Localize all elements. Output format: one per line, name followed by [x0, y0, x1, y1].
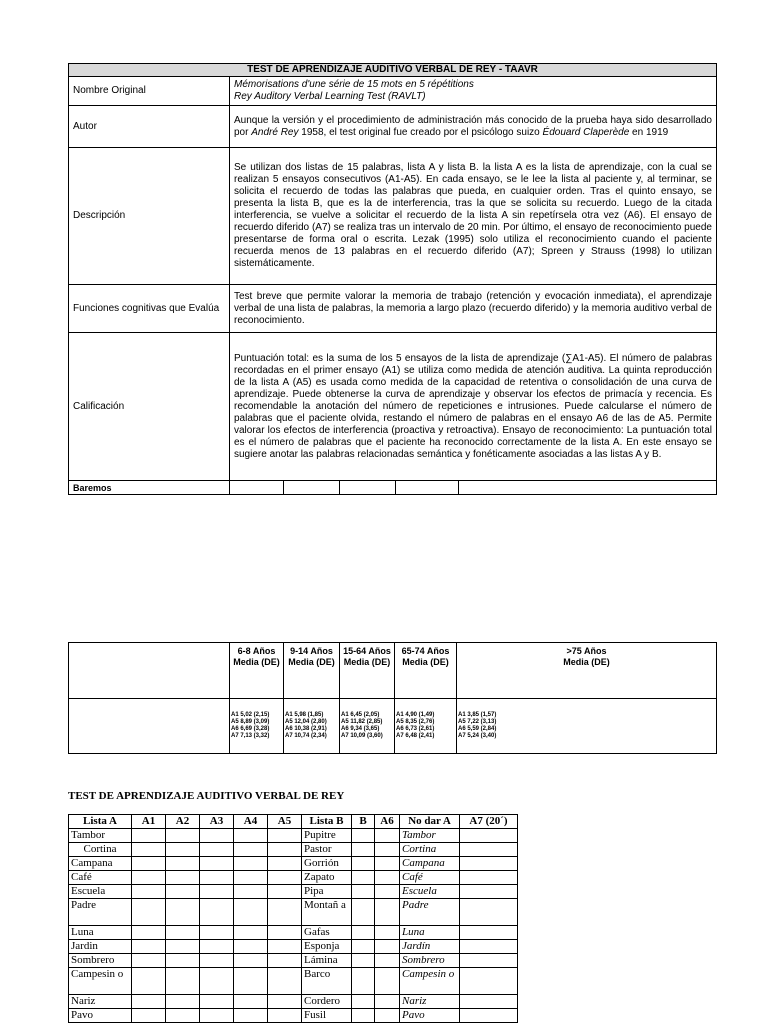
score-cell-a7 [460, 940, 518, 954]
score-cell-a4 [234, 899, 268, 926]
score-cell-a7 [460, 899, 518, 926]
score-cell-a4 [234, 940, 268, 954]
score-cell-a4 [234, 926, 268, 940]
score-cell-a4 [234, 885, 268, 899]
score-cell-a3 [200, 995, 234, 1009]
funciones-value: Test breve que permite valorar la memoria de trabajo (retención y evocación inmediata), el aprendizaje verbal de una lista de palabras, la memoria a largo plazo (recuerdo diferido) y la memoria auditivo verbal de reconocimiento. [230, 285, 717, 333]
recognition-word: Pavo [400, 1009, 460, 1023]
score-cell-a6 [375, 954, 400, 968]
nombre-value [230, 77, 717, 106]
lista-b-word: Esponja [302, 940, 352, 954]
calificacion-value: Puntuación total: es la suma de los 5 ensayos de la lista de aprendizaje (∑A1-A5). El número de palabras recordadas en el primer ensayo (A1) se utiliza como medida de atención auditiva. La quinta reproducción de la lista A (A5) es usada como medida de la capacidad de retentiva o consolidación de una curva de aprendizaje. Puede obtenerse la curva de aprendizaje y observar los efectos de primacía y recencia. Es recomendable la anotación del número de repeticiones e intrusiones. Puede calcularse el número de palabras que el paciente olvida, restando el número de palabras en el ensayo A6 de las de A5. Permite valorar los efectos de interferencia (proactiva y retroactiva). Ensayo de reconocimiento: La puntuación total es el número de palabras que el paciente ha reconocido correctamente de la lista A. En este ensayo se sugiere anotar las palabras relacionadas semántica y fonéticamente asociadas a las listas A y B. [230, 333, 717, 481]
norm-value: A6 9,34 (3,65) [341, 726, 380, 732]
label-autor: Autor [69, 106, 230, 148]
score-cell-a2 [166, 926, 200, 940]
info-title: TEST DE APRENDIZAJE AUDITIVO VERBAL DE REY - TAAVR [69, 64, 717, 77]
word-test-table [68, 814, 518, 1023]
norms-header [457, 643, 717, 699]
info-table [68, 63, 717, 495]
score-cell-a5 [268, 926, 302, 940]
score-cell-a6 [375, 871, 400, 885]
score-cell-a5 [268, 885, 302, 899]
baremos-cell [396, 481, 459, 494]
stat-label: Media (DE) [233, 657, 280, 667]
label-baremos: Baremos [69, 481, 230, 495]
norms-empty-cell [69, 699, 230, 754]
lista-a-word: Campesin o [69, 968, 132, 995]
score-cell-a1 [132, 926, 166, 940]
row-baremos [69, 481, 717, 495]
score-cell-a5 [268, 954, 302, 968]
norm-value: A6 10,38 (2,91) [285, 726, 327, 732]
score-cell-a2 [166, 899, 200, 926]
autor-text-b: 1958, el test original fue creado por el psicólogo suizo [298, 126, 543, 138]
table-row [69, 954, 518, 968]
score-cell-a5 [268, 1009, 302, 1023]
score-cell-a3 [200, 899, 234, 926]
score-cell-a4 [234, 857, 268, 871]
score-cell-a5 [268, 843, 302, 857]
lista-a-word: Pavo [69, 1009, 132, 1023]
score-cell-a1 [132, 1009, 166, 1023]
score-cell-b [352, 829, 375, 843]
score-cell-a3 [200, 885, 234, 899]
score-cell-a4 [234, 829, 268, 843]
score-cell-a6 [375, 857, 400, 871]
info-title-row [69, 64, 717, 77]
baremos-cells [230, 481, 717, 495]
lista-b-word: Fusil [302, 1009, 352, 1023]
autor-name: André Rey [251, 126, 299, 138]
label-nombre: Nombre Original [69, 77, 230, 106]
lista-b-word: Pupitre [302, 829, 352, 843]
header-a4: A4 [234, 815, 268, 829]
norm-value: A5 7,22 (3,13) [458, 719, 497, 725]
norm-value: A5 11,82 (2,85) [341, 719, 383, 725]
score-cell-a2 [166, 1009, 200, 1023]
header-no-dar-a: No dar A [400, 815, 460, 829]
score-cell-a2 [166, 940, 200, 954]
recognition-word: Cortina [400, 843, 460, 857]
score-cell-a6 [375, 926, 400, 940]
score-cell-a2 [166, 954, 200, 968]
lista-b-word: Montañ a [302, 899, 352, 926]
nombre-line1: Mémorisations d'une série de 15 mots en 5 répétitions [234, 79, 474, 90]
score-cell-a1 [132, 843, 166, 857]
score-cell-a2 [166, 857, 200, 871]
lista-b-word: Cordero [302, 995, 352, 1009]
score-cell-a7 [460, 829, 518, 843]
score-cell-a2 [166, 871, 200, 885]
norms-header-row [69, 643, 717, 699]
norms-values [340, 699, 395, 754]
norms-header [395, 643, 457, 699]
score-cell-a1 [132, 940, 166, 954]
score-cell-a1 [132, 871, 166, 885]
lista-a-word: Jardin [69, 940, 132, 954]
lista-a-word: Tambor [69, 829, 132, 843]
header-a6: A6 [375, 815, 400, 829]
recognition-word: Escuela [400, 885, 460, 899]
word-header-row [69, 815, 518, 829]
score-cell-a5 [268, 940, 302, 954]
score-cell-a7 [460, 843, 518, 857]
score-cell-b [352, 940, 375, 954]
table-row [69, 1009, 518, 1023]
score-cell-a1 [132, 954, 166, 968]
word-test-title: TEST DE APRENDIZAJE AUDITIVO VERBAL DE REY [68, 790, 345, 802]
norms-values [457, 699, 717, 754]
score-cell-b [352, 954, 375, 968]
score-cell-a3 [200, 871, 234, 885]
score-cell-a2 [166, 885, 200, 899]
score-cell-a4 [234, 954, 268, 968]
norms-header [284, 643, 340, 699]
score-cell-a7 [460, 954, 518, 968]
recognition-word: Campana [400, 857, 460, 871]
lista-a-word: Padre [69, 899, 132, 926]
score-cell-a7 [460, 995, 518, 1009]
norm-value: A7 10,09 (3,60) [341, 733, 383, 739]
table-row [69, 885, 518, 899]
score-cell-a1 [132, 829, 166, 843]
table-row [69, 871, 518, 885]
score-cell-a6 [375, 995, 400, 1009]
score-cell-a1 [132, 899, 166, 926]
norm-value: A5 12,04 (2,80) [285, 719, 327, 725]
norm-value: A7 6,48 (2,41) [396, 733, 435, 739]
table-row [69, 857, 518, 871]
lista-a-word: Cortina [69, 843, 132, 857]
table-row [69, 995, 518, 1009]
score-cell-b [352, 871, 375, 885]
score-cell-a3 [200, 829, 234, 843]
lista-b-word: Pastor [302, 843, 352, 857]
norm-value: A7 5,24 (3,40) [458, 733, 497, 739]
autor-name-2: Édouard Claperède [542, 126, 630, 138]
label-calificacion: Calificación [69, 333, 230, 481]
row-calificacion [69, 333, 717, 481]
score-cell-a6 [375, 940, 400, 954]
header-lista-b: Lista B [302, 815, 352, 829]
norms-values [230, 699, 284, 754]
header-a7: A7 (20´) [460, 815, 518, 829]
norm-value: A6 6,69 (3,28) [231, 726, 270, 732]
label-funciones: Funciones cognitivas que Evalúa [69, 285, 230, 333]
score-cell-a6 [375, 885, 400, 899]
score-cell-a1 [132, 995, 166, 1009]
norms-values [284, 699, 340, 754]
label-descripcion: Descripción [69, 148, 230, 285]
score-cell-a7 [460, 1009, 518, 1023]
age-range: 15-64 Años [343, 646, 391, 656]
score-cell-b [352, 968, 375, 995]
age-range: 6-8 Años [237, 646, 276, 656]
norms-values-row [69, 699, 717, 754]
score-cell-a3 [200, 926, 234, 940]
age-range: 65-74 Años [401, 646, 450, 656]
stat-label: Media (DE) [343, 657, 391, 667]
table-row [69, 829, 518, 843]
score-cell-a5 [268, 829, 302, 843]
recognition-word: Nariz [400, 995, 460, 1009]
score-cell-b [352, 995, 375, 1009]
score-cell-b [352, 926, 375, 940]
score-cell-a3 [200, 940, 234, 954]
lista-b-word: Lámina [302, 954, 352, 968]
norms-table [68, 642, 717, 754]
norms-values [395, 699, 457, 754]
row-descripcion [69, 148, 717, 285]
lista-b-word: Gafas [302, 926, 352, 940]
age-range: >75 Años [566, 646, 607, 656]
word-table-body [69, 829, 518, 1023]
recognition-word: Sombrero [400, 954, 460, 968]
lista-b-word: Pipa [302, 885, 352, 899]
age-range: 9-14 Años [290, 646, 333, 656]
score-cell-a3 [200, 968, 234, 995]
norm-value: A1 5,02 (2,15) [231, 712, 270, 718]
score-cell-a2 [166, 968, 200, 995]
autor-text-a: Aunque la versión y el procedimiento de administración más conocido de la prueba haya sido desarrollado por [234, 114, 712, 138]
score-cell-b [352, 1009, 375, 1023]
score-cell-a6 [375, 899, 400, 926]
header-a1: A1 [132, 815, 166, 829]
score-cell-a6 [375, 968, 400, 995]
norm-value: A7 10,74 (2,34) [285, 733, 327, 739]
recognition-word: Tambor [400, 829, 460, 843]
stat-label: Media (DE) [402, 657, 449, 667]
score-cell-a7 [460, 857, 518, 871]
norm-value: A5 8,89 (3,09) [231, 719, 270, 725]
norms-header [230, 643, 284, 699]
norms-header [340, 643, 395, 699]
nombre-line2: Rey Auditory Verbal Learning Test (RAVLT) [234, 91, 426, 102]
score-cell-a7 [460, 885, 518, 899]
descripcion-value: Se utilizan dos listas de 15 palabras, lista A y lista B. la lista A es la lista de aprendizaje, con la cual se realizan 5 ensayos consecutivos (A1-A5). En cada ensayo, se le lee la lista al paciente y, al terminar, se solicita el recuerdo de todas las palabras que pueda, en cualquier orden. Tras el quinto ensayo, se presenta la lista B, que es la de interferencia, tras la que se solicita su recuerdo. Luego de la citada interferencia, se vuelve a solicitar el recuerdo de la lista A sin repetírsela otra vez (A6). El ensayo de recuerdo diferido (A7) se realiza tras un intervalo de 20 min. Por último, el ensayo de reconocimiento puede presentarse de forma oral o escrita. Lezak (1995) solo utiliza el reconocimiento cuando el paciente recuerda menos de 13 palabras en el recuerdo diferido (A7); Spreen y Strauss (1998) lo utilizan sistemáticamente. [230, 148, 717, 285]
table-row [69, 940, 518, 954]
score-cell-a6 [375, 829, 400, 843]
score-cell-a3 [200, 954, 234, 968]
score-cell-a4 [234, 1009, 268, 1023]
lista-b-word: Gorrión [302, 857, 352, 871]
score-cell-a5 [268, 857, 302, 871]
score-cell-a1 [132, 968, 166, 995]
row-funciones [69, 285, 717, 333]
recognition-word: Luna [400, 926, 460, 940]
score-cell-a2 [166, 829, 200, 843]
score-cell-b [352, 885, 375, 899]
baremos-grid [230, 481, 716, 494]
stat-label: Media (DE) [563, 657, 610, 667]
table-row [69, 843, 518, 857]
norm-value: A7 7,13 (3,32) [231, 733, 270, 739]
score-cell-a3 [200, 843, 234, 857]
baremos-cell [230, 481, 284, 494]
table-row [69, 926, 518, 940]
score-cell-a5 [268, 995, 302, 1009]
score-cell-a6 [375, 1009, 400, 1023]
norm-value: A1 6,45 (2,05) [341, 712, 380, 718]
table-row [69, 968, 518, 995]
score-cell-a7 [460, 871, 518, 885]
autor-text-c: en 1919 [629, 126, 669, 138]
norm-value: A6 6,73 (2,61) [396, 726, 435, 732]
score-cell-a1 [132, 885, 166, 899]
lista-a-word: Luna [69, 926, 132, 940]
recognition-word: Jardín [400, 940, 460, 954]
lista-a-word: Café [69, 871, 132, 885]
score-cell-a6 [375, 843, 400, 857]
score-cell-a5 [268, 871, 302, 885]
score-cell-a5 [268, 968, 302, 995]
stat-label: Media (DE) [288, 657, 335, 667]
row-nombre [69, 77, 717, 106]
header-a2: A2 [166, 815, 200, 829]
score-cell-b [352, 857, 375, 871]
score-cell-a5 [268, 899, 302, 926]
norm-value: A6 5,59 (2,84) [458, 726, 497, 732]
lista-a-word: Campana [69, 857, 132, 871]
recognition-word: Café [400, 871, 460, 885]
recognition-word: Padre [400, 899, 460, 926]
lista-a-word: Nariz [69, 995, 132, 1009]
norm-value: A1 3,85 (1,57) [458, 712, 497, 718]
score-cell-a4 [234, 968, 268, 995]
score-cell-b [352, 843, 375, 857]
row-autor [69, 106, 717, 148]
lista-a-word: Sombrero [69, 954, 132, 968]
header-lista-a: Lista A [69, 815, 132, 829]
header-b: B [352, 815, 375, 829]
autor-value [230, 106, 717, 148]
norm-value: A1 4,90 (1,49) [396, 712, 435, 718]
score-cell-a4 [234, 843, 268, 857]
score-cell-a7 [460, 968, 518, 995]
lista-a-word: Escuela [69, 885, 132, 899]
score-cell-a3 [200, 1009, 234, 1023]
norms-empty-header [69, 643, 230, 699]
lista-b-word: Barco [302, 968, 352, 995]
header-a5: A5 [268, 815, 302, 829]
score-cell-a4 [234, 995, 268, 1009]
score-cell-a4 [234, 871, 268, 885]
baremos-cell [284, 481, 340, 494]
norm-value: A1 5,98 (1,85) [285, 712, 324, 718]
score-cell-a3 [200, 857, 234, 871]
recognition-word: Campesin o [400, 968, 460, 995]
table-row [69, 899, 518, 926]
score-cell-a7 [460, 926, 518, 940]
score-cell-a2 [166, 995, 200, 1009]
score-cell-a1 [132, 857, 166, 871]
lista-b-word: Zapato [302, 871, 352, 885]
header-a3: A3 [200, 815, 234, 829]
score-cell-a2 [166, 843, 200, 857]
norm-value: A5 8,35 (2,76) [396, 719, 435, 725]
baremos-cell [340, 481, 396, 494]
score-cell-b [352, 899, 375, 926]
